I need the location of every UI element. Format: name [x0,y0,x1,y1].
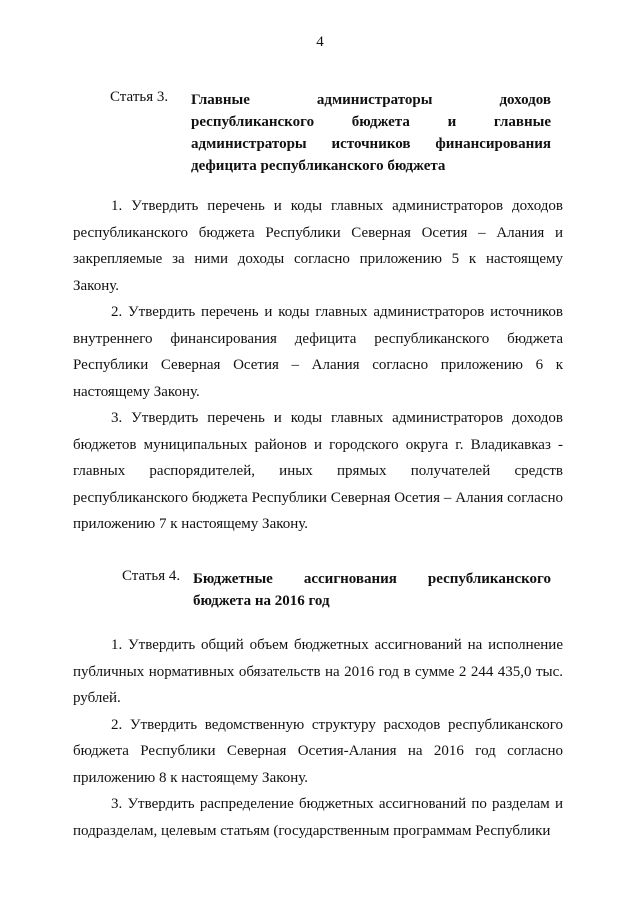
article-4-paragraph-3: 3. Утвердить распределение бюджетных ассигнований по разделам и подразделам, целевым статьям (государственным программам Республики [73,796,563,839]
article-4-paragraph-1: 1. Утвердить общий объем бюджетных ассигнований на исполнение публичных нормативных обязательств на 2016 год в сумме 2 244 435,0 тыс. рублей. [73,637,563,706]
article-3 [73,89,563,538]
article-4-label: Статья 4. [122,568,181,584]
article-4-heading [73,568,563,612]
article-3-paragraph-2: 2. Утвердить перечень и коды главных администраторов источников внутреннего финансирования дефицита республиканского бюджета Республики Северная Осетия – Алания согласно приложению 6 к настоящему Закону. [73,304,563,400]
article-4 [73,568,563,844]
article-4-title: Бюджетные ассигнования республиканского бюджета на 2016 год [193,571,551,609]
article-3-paragraph-1: 1. Утвердить перечень и коды главных администраторов доходов республиканского бюджета Республики Северная Осетия – Алания и закрепляемые за ними доходы согласно приложению 5 к настоящему Закону. [73,198,563,294]
article-4-paragraph-2: 2. Утвердить ведомственную структуру расходов республиканского бюджета Республики Северная Осетия-Алания на 2016 год согласно приложению 8 к настоящему Закону. [73,716,563,786]
article-3-heading [73,89,563,177]
article-3-title: Главные администраторы доходов республиканского бюджета и главные администраторы источников финансирования дефицита республиканского бюджета [191,92,551,174]
article-3-label: Статья 3. [110,89,169,105]
article-3-paragraph-3: 3. Утвердить перечень и коды главных администраторов доходов бюджетов муниципальных районов и городского округа г. Владикавказ - главных распорядителей, иных прямых получателей средств республиканского бюджета Республики Северная Осетия – Алания согласно приложению 7 к настоящему Закону. [73,410,563,532]
page-number: 4 [316,34,324,50]
